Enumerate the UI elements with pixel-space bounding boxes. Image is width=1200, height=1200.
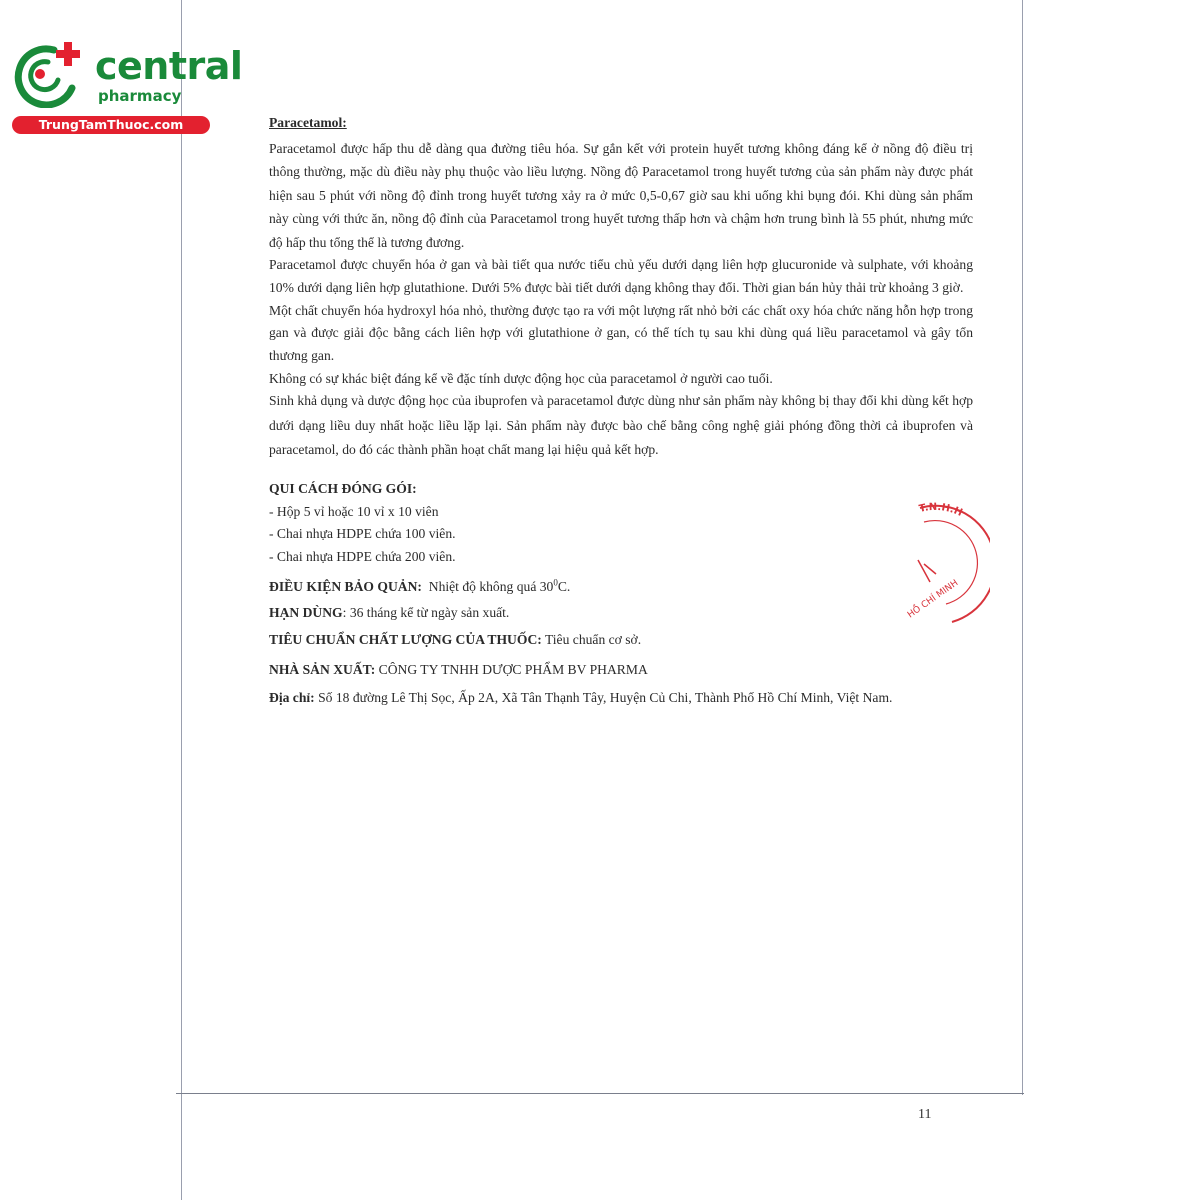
expiry-line (269, 600, 973, 627)
page-right-border (1022, 0, 1023, 1095)
paragraph-bioavailability: Sinh khả dụng và dược động học của ibuprofen và paracetamol được dùng như sản phẩm này không bị thay đổi khi dùng kết hợp dưới dạng liều duy nhất hoặc liều lặp lại. Sản phẩm này được bào chế bằng công nghệ giải phóng đồng thời cả ibuprofen và paracetamol, do đó các thành phần hoạt chất mang lại hiệu quả kết hợp. (269, 393, 973, 458)
paragraph-metabolism: Paracetamol được chuyển hóa ở gan và bài tiết qua nước tiểu chủ yếu dưới dạng liên hợp glucuronide và sulphate, với khoảng 10% dưới dạng liên hợp glutathione. Dưới 5% được bài tiết dưới dạng không thay đổi. Thời gian bán hủy thải trừ khoảng 3 giờ. (269, 257, 973, 295)
manufacturer-value: CÔNG TY TNHH DƯỢC PHẨM BV PHARMA (378, 662, 648, 678)
logo-wordmark: central (95, 44, 243, 88)
page-number: 11 (918, 1107, 932, 1122)
expiry-label: HẠN DÙNG (269, 605, 343, 621)
document-body (269, 114, 973, 710)
packaging-heading: QUI CÁCH ĐÓNG GÓI: (269, 480, 417, 496)
logo-website-link[interactable]: TrungTamThuoc.com (12, 116, 210, 134)
address-label: Địa chỉ: (269, 689, 315, 705)
central-pharmacy-logo[interactable] (10, 38, 243, 138)
manufacturer-line (269, 657, 973, 684)
pharmacy-cross-icon (10, 38, 90, 108)
paragraph-elderly: Không có sự khác biệt đáng kể về đặc tính dược động học của paracetamol ở người cao tuổi. (269, 371, 773, 387)
address-value: Số 18 đường Lê Thị Sọc, Ấp 2A, Xã Tân Thạnh Tây, Huyện Củ Chi, Thành Phố Hồ Chí Minh, Việt Nam. (318, 689, 893, 705)
company-seal-stamp (880, 500, 990, 630)
packaging-item: - Chai nhựa HDPE chứa 200 viên. (269, 549, 456, 565)
logo-subtitle: pharmacy (98, 87, 182, 105)
storage-value: Nhiệt độ không quá 30 (428, 578, 554, 594)
manufacturer-label: NHÀ SẢN XUẤT: (269, 662, 376, 678)
paragraph-absorption: Paracetamol được hấp thu dễ dàng qua đường tiêu hóa. Sự gắn kết với protein huyết tương không đáng kể ở nồng độ điều trị thông thường, mặc dù điều này phụ thuộc vào liều lượng. Nồng độ Paracetamol trong huyết tương của sản phẩm này được phát hiện sau 5 phút với nồng độ đỉnh trong huyết tương xảy ra ở mức 0,5-0,67 giờ sau khi uống khi bụng đói. Khi dùng sản phẩm này cùng với thức ăn, nồng độ đỉnh của Paracetamol trong huyết tương thấp hơn và chậm hơn trung bình là 55 phút, nhưng mức độ hấp thu tổng thể là tương đương. (269, 141, 973, 250)
quality-value: Tiêu chuẩn cơ sở. (544, 631, 642, 647)
storage-line (269, 574, 973, 601)
seal-text-top: T.N.H.H (918, 501, 964, 519)
seal-text-bottom: HỒ CHÍ MINH (905, 578, 961, 621)
storage-degree: 0 (553, 577, 558, 588)
section-title: Paracetamol: (269, 115, 347, 130)
address-line (269, 686, 973, 710)
paragraph-hydroxyl-metabolite: Một chất chuyển hóa hydroxyl hóa nhỏ, thường được tạo ra với một lượng rất nhỏ bởi các chất oxy hóa chức năng hỗn hợp trong gan và được giải độc bằng cách liên hợp với glutathione ở gan, có thể tích tụ sau khi dùng quá liều paracetamol và gây tổn thương gan. (269, 302, 973, 364)
packaging-list (269, 501, 973, 569)
storage-label: ĐIỀU KIỆN BẢO QUẢN: (269, 578, 422, 594)
storage-unit: C. (557, 578, 571, 594)
expiry-value: : 36 tháng kể từ ngày sản xuất. (342, 605, 510, 621)
svg-text:T.N.H.H (918, 502, 964, 519)
quality-line (269, 627, 973, 654)
packaging-item: - Chai nhựa HDPE chứa 100 viên. (269, 526, 456, 542)
footer-rule (176, 1093, 1024, 1094)
packaging-item: - Hộp 5 vỉ hoặc 10 vỉ x 10 viên (269, 503, 439, 519)
page-left-border (181, 0, 182, 1200)
quality-label: TIÊU CHUẨN CHẤT LƯỢNG CỦA THUỐC: (269, 631, 542, 647)
